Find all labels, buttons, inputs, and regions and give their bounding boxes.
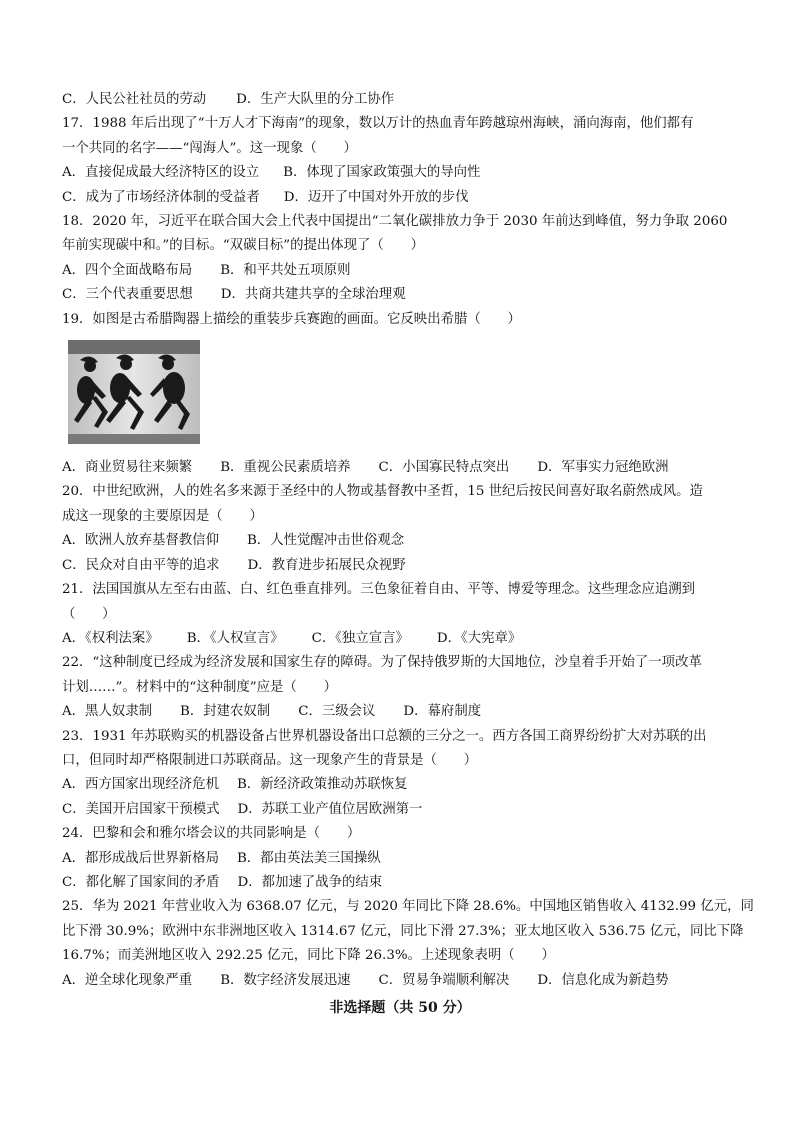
q19-stem: 19．如图是古希腊陶器上描绘的重装步兵赛跑的画面。它反映出希腊（ ） [62, 311, 521, 327]
q20-stem-line-1: 20．中世纪欧洲，人的姓名多来源于圣经中的人物或基督教中圣哲，15 世纪后按民间喜好取名蔚然成风。造 [62, 484, 703, 500]
q17-options-cd [62, 186, 738, 210]
q25-stem-line-1: 25．华为 2021 年营业收入为 6368.07 亿元，与 2020 年同比下降 28.6%。中国地区销售收入 4132.99 亿元，同 [62, 899, 754, 915]
q25-options [62, 969, 738, 993]
q23-stem-line-2: 口，但同时却严格限制进口苏联商品。这一现象产生的背景是（ ） [62, 752, 478, 768]
q23-options-ab [62, 773, 738, 797]
q19-option-c: C．小国寡民特点突出 [378, 460, 510, 476]
q16-option-d: D．生产大队里的分工协作 [236, 92, 395, 107]
q25-option-b: B．数字经济发展迅速 [220, 972, 351, 988]
q23-option-b: B．新经济政策推动苏联恢复 [236, 777, 408, 793]
q23-options-cd [62, 798, 738, 822]
q25-option-c: C．贸易争端顺利解决 [378, 972, 510, 988]
q18-option-a: A．四个全面战略布局 [62, 262, 193, 278]
q25-stem-line-3: 16.7%；而美洲地区收入 292.25 亿元，同比下降 26.3%。上述现象表明（ ） [62, 948, 555, 964]
q20-options-ab [62, 529, 738, 553]
q20-stem-line-2: 成这一现象的主要原因是（ ） [62, 508, 263, 524]
q21-stem-line-1: 21．法国国旗从左至右由蓝、白、红色垂直排列。三色象征着自由、平等、博爱等理念。这些理念应追溯到 [62, 582, 696, 598]
q20-options-cd [62, 554, 738, 578]
q18-stem-line-1: 18．2020 年，习近平在联合国大会上代表中国提出“二氧化碳排放力争于 2030 年前达到峰值，努力争取 2060 [62, 214, 728, 230]
q22-stem-line-1: 22．“这种制度已经成为经济发展和国家生存的障碍。为了保持俄罗斯的大国地位，沙皇着手开始了一项改革 [62, 655, 702, 671]
greek-pottery-runners-image [64, 338, 204, 446]
q17-option-a: A．直接促成最大经济特区的设立 [62, 165, 260, 181]
q23-option-c: C．美国开启国家干预模式 [62, 801, 220, 817]
q16-option-c: C．人民公社社员的劳动 [62, 92, 207, 107]
q17-stem-line-2: 一个共同的名字——“闯海人”。这一现象（ ） [62, 140, 357, 156]
q17-stem-line-1: 17．1988 年后出现了“十万人才下海南”的现象，数以万计的热血青年跨越琼州海峡，涌向海南，他们都有 [62, 116, 694, 132]
q18-options-cd [62, 283, 738, 307]
exam-page [62, 88, 754, 1021]
q22-option-b: B．封建农奴制 [180, 704, 271, 720]
q25-option-d: D．信息化成为新趋势 [537, 972, 669, 988]
q18-stem-line-2: 年前实现碳中和。”的目标。“双碳目标”的提出体现了（ ） [62, 238, 424, 254]
q20-option-c: C．民众对自由平等的追求 [62, 557, 220, 573]
q22-options [62, 700, 738, 724]
q20-option-a: A．欧洲人放弃基督教信仰 [62, 533, 219, 549]
q18-option-d: D．共商共建共享的全球治理观 [220, 287, 406, 303]
q24-stem: 24．巴黎和会和雅尔塔会议的共同影响是（ ） [62, 826, 361, 842]
q22-option-c: C．三级会议 [298, 704, 376, 720]
q24-option-d: D．都加速了战争的结束 [237, 874, 383, 890]
q17-option-b: B．体现了国家政策强大的导向性 [283, 165, 481, 181]
q19-option-d: D．军事实力冠绝欧洲 [537, 460, 669, 476]
q22-stem-line-2: 计划……”。材料中的“这种制度”应是（ ） [62, 679, 337, 695]
q16-options-cd [62, 88, 738, 112]
q21-stem-line-2: （ ） [62, 606, 116, 622]
q19-options [62, 456, 738, 480]
q21-option-a: A．《权利法案》 [62, 630, 159, 646]
q23-option-a: A．西方国家出现经济危机 [62, 777, 219, 793]
q21-option-d: D．《大宪章》 [436, 630, 522, 646]
q23-option-d: D．苏联工业产值位居欧洲第一 [237, 801, 423, 817]
q23-stem-line-1: 23．1931 年苏联购买的机器设备占世界机器设备出口总额的三分之一。西方各国工商界纷纷扩大对苏联的出 [62, 728, 707, 744]
q17-option-d: D．迈开了中国对外开放的步伐 [283, 189, 469, 205]
q24-options-cd [62, 871, 738, 895]
q17-option-c: C．成为了市场经济体制的受益者 [62, 189, 260, 205]
q24-option-c: C．都化解了国家间的矛盾 [62, 874, 220, 890]
q18-option-b: B．和平共处五项原则 [220, 262, 351, 278]
q20-option-d: D．教育进步拓展民众视野 [247, 557, 406, 573]
q24-option-b: B．都由英法美三国操纵 [236, 850, 381, 866]
q20-option-b: B．人性觉醒冲击世俗观念 [246, 533, 405, 549]
q19-option-a: A．商业贸易往来频繁 [62, 460, 193, 476]
section-title: 非选择题（共 50 分） [329, 1000, 471, 1016]
q24-option-a: A．都形成战后世界新格局 [62, 850, 219, 866]
q22-option-a: A．黑人奴隶制 [62, 704, 153, 720]
q25-stem-line-2: 比下滑 30.9%；欧洲中东非洲地区收入 1314.67 亿元，同比下滑 27.3%；亚太地区收入 536.75 亿元，同比下降 [62, 923, 744, 939]
q24-options-ab [62, 847, 738, 871]
q18-option-c: C．三个代表重要思想 [62, 287, 193, 303]
q21-option-c: C．《独立宣言》 [311, 630, 409, 646]
q21-option-b: B．《人权宣言》 [186, 630, 284, 646]
q19-option-b: B．重视公民素质培养 [220, 460, 351, 476]
q18-options-ab [62, 259, 738, 283]
q22-option-d: D．幕府制度 [403, 704, 482, 720]
q25-option-a: A．逆全球化现象严重 [62, 972, 193, 988]
q21-options [62, 627, 738, 651]
q17-options-ab [62, 161, 738, 185]
